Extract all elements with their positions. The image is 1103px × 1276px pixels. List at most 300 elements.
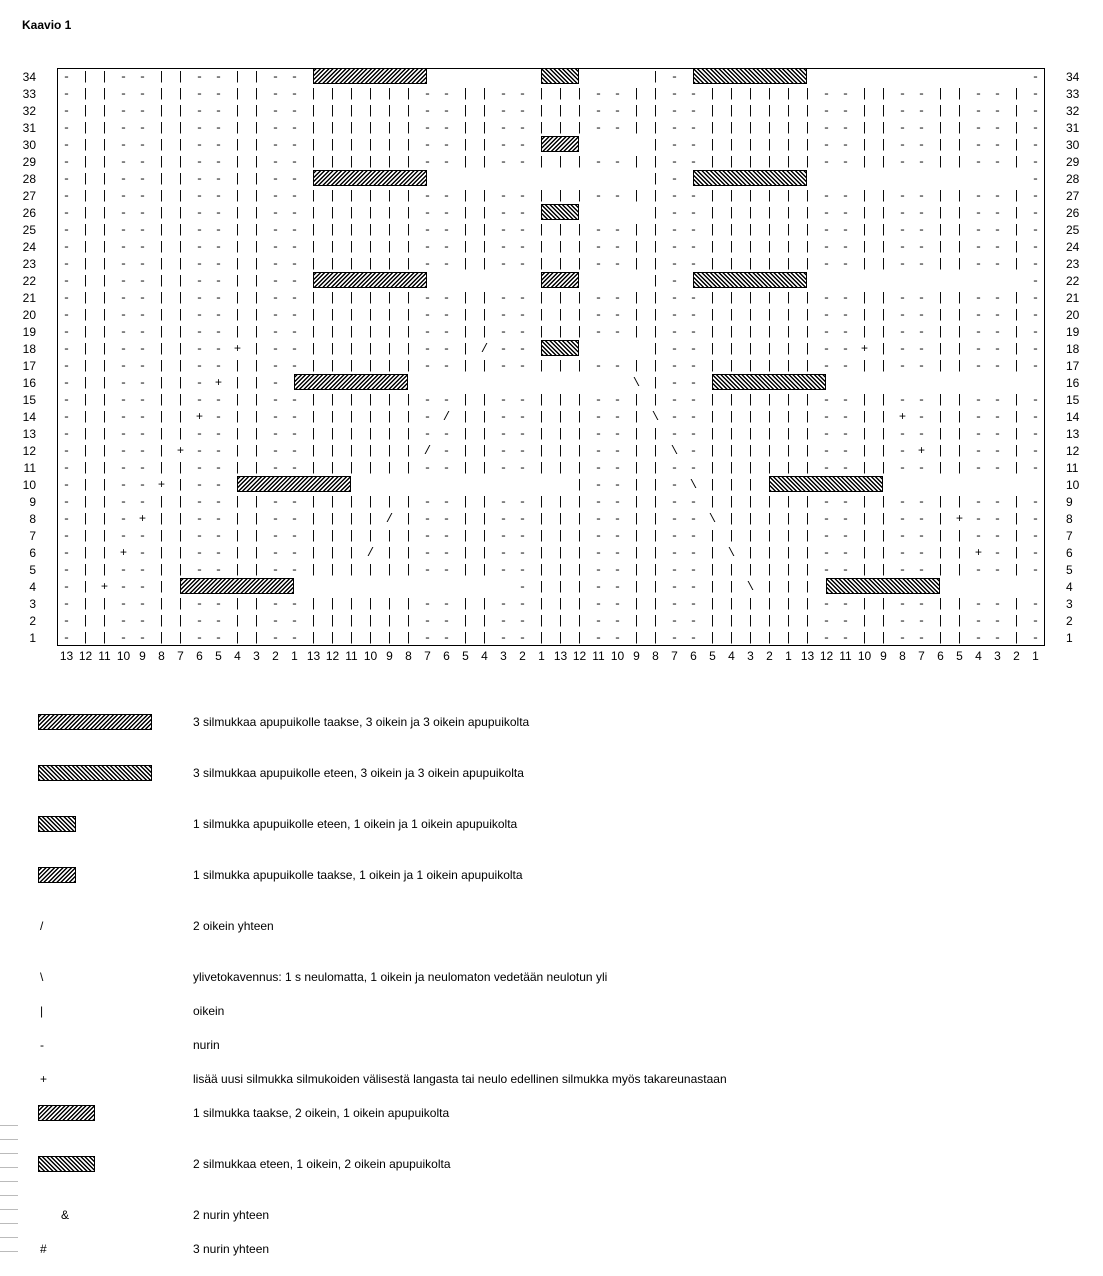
stitch-symbol: - (214, 614, 223, 628)
stitch-symbol: - (974, 325, 983, 339)
stitch-symbol: - (195, 172, 204, 186)
stitch-symbol: | (556, 240, 565, 254)
stitch-symbol: | (100, 223, 109, 237)
stitch-symbol: | (936, 257, 945, 271)
stitch-symbol: | (81, 546, 90, 560)
stitch-symbol: | (100, 563, 109, 577)
stitch-symbol: | (252, 138, 261, 152)
stitch-symbol: - (898, 342, 907, 356)
stitch-symbol: - (689, 240, 698, 254)
stitch-symbol: - (822, 359, 831, 373)
stitch-symbol: - (290, 529, 299, 543)
stitch-symbol: - (195, 257, 204, 271)
stitch-symbol: | (784, 597, 793, 611)
stitch-symbol: - (290, 257, 299, 271)
column-number: 4 (481, 649, 488, 663)
stitch-symbol: - (138, 155, 147, 169)
stitch-symbol: - (594, 410, 603, 424)
stitch-symbol: - (613, 478, 622, 492)
stitch-symbol: - (271, 240, 280, 254)
stitch-symbol: - (290, 291, 299, 305)
stitch-symbol: | (651, 189, 660, 203)
stitch-symbol: | (81, 291, 90, 305)
stitch-symbol: - (214, 427, 223, 441)
stitch-symbol: | (385, 546, 394, 560)
stitch-symbol: | (632, 359, 641, 373)
column-number: 6 (937, 649, 944, 663)
stitch-symbol: | (537, 461, 546, 475)
cable-mark (180, 578, 294, 594)
stitch-symbol: - (518, 121, 527, 135)
stitch-symbol: - (119, 529, 128, 543)
stitch-symbol: - (119, 291, 128, 305)
stitch-symbol: - (689, 393, 698, 407)
stitch-symbol: - (499, 87, 508, 101)
stitch-symbol: | (537, 410, 546, 424)
stitch-symbol: - (1031, 325, 1040, 339)
stitch-symbol: - (62, 393, 71, 407)
stitch-symbol: | (955, 155, 964, 169)
stitch-symbol: - (214, 87, 223, 101)
stitch-symbol: - (499, 325, 508, 339)
stitch-symbol: | (157, 546, 166, 560)
stitch-symbol: | (803, 121, 812, 135)
stitch-symbol: | (632, 240, 641, 254)
stitch-symbol: - (290, 410, 299, 424)
edge-tick (0, 1125, 18, 1126)
stitch-symbol: | (708, 104, 717, 118)
stitch-symbol: | (803, 410, 812, 424)
stitch-symbol: - (195, 155, 204, 169)
stitch-symbol: | (176, 410, 185, 424)
legend-cable-swatch (38, 1105, 95, 1121)
stitch-symbol: | (765, 257, 774, 271)
column-number: 8 (652, 649, 659, 663)
stitch-symbol: - (195, 359, 204, 373)
row-number-right: 34 (1066, 70, 1080, 84)
stitch-symbol: | (575, 359, 584, 373)
stitch-symbol: \ (632, 376, 641, 390)
stitch-symbol: - (290, 121, 299, 135)
stitch-symbol: - (594, 393, 603, 407)
stitch-symbol: - (442, 529, 451, 543)
stitch-symbol: - (993, 614, 1002, 628)
stitch-symbol: - (917, 546, 926, 560)
stitch-symbol: | (860, 308, 869, 322)
stitch-symbol: - (442, 121, 451, 135)
stitch-symbol: - (119, 580, 128, 594)
stitch-symbol: | (157, 631, 166, 645)
stitch-symbol: | (746, 359, 755, 373)
stitch-symbol: - (822, 614, 831, 628)
row-number-right: 12 (1066, 444, 1080, 458)
stitch-symbol: - (442, 427, 451, 441)
stitch-symbol: | (366, 342, 375, 356)
stitch-symbol: | (860, 87, 869, 101)
stitch-symbol: | (328, 529, 337, 543)
stitch-symbol: | (746, 342, 755, 356)
stitch-symbol: - (62, 223, 71, 237)
stitch-symbol: - (119, 461, 128, 475)
stitch-symbol: - (62, 580, 71, 594)
stitch-symbol: | (328, 189, 337, 203)
stitch-symbol: - (841, 206, 850, 220)
stitch-symbol: | (309, 393, 318, 407)
stitch-symbol: | (100, 427, 109, 441)
stitch-symbol: - (290, 240, 299, 254)
stitch-symbol: | (746, 614, 755, 628)
stitch-symbol: | (81, 104, 90, 118)
stitch-symbol: | (252, 104, 261, 118)
stitch-symbol: - (423, 104, 432, 118)
stitch-symbol: - (898, 444, 907, 458)
stitch-symbol: - (138, 580, 147, 594)
column-number: 3 (253, 649, 260, 663)
stitch-symbol: | (385, 563, 394, 577)
stitch-symbol: | (860, 155, 869, 169)
stitch-symbol: | (81, 529, 90, 543)
stitch-symbol: | (385, 138, 394, 152)
stitch-symbol: | (803, 359, 812, 373)
column-number: 3 (994, 649, 1001, 663)
stitch-symbol: | (100, 121, 109, 135)
stitch-symbol: | (955, 240, 964, 254)
stitch-symbol: | (860, 444, 869, 458)
stitch-symbol: | (385, 393, 394, 407)
stitch-symbol: | (784, 342, 793, 356)
legend-text: 3 silmukkaa apupuikolle eteen, 3 oikein ja 3 oikein apupuikolta (193, 766, 524, 780)
stitch-symbol: - (1031, 206, 1040, 220)
column-number: 1 (538, 649, 545, 663)
stitch-symbol: - (290, 631, 299, 645)
stitch-symbol: - (138, 189, 147, 203)
row-number-left: 8 (29, 512, 36, 526)
stitch-symbol: | (81, 495, 90, 509)
stitch-symbol: - (1031, 155, 1040, 169)
stitch-symbol: | (233, 206, 242, 220)
stitch-symbol: | (480, 529, 489, 543)
legend-symbol: \ (40, 970, 44, 984)
stitch-symbol: | (632, 580, 641, 594)
stitch-symbol: | (803, 529, 812, 543)
stitch-symbol: - (993, 206, 1002, 220)
stitch-symbol: | (651, 529, 660, 543)
stitch-symbol: - (195, 563, 204, 577)
stitch-symbol: | (252, 359, 261, 373)
stitch-symbol: | (784, 223, 793, 237)
stitch-symbol: | (632, 495, 641, 509)
stitch-symbol: - (271, 495, 280, 509)
stitch-symbol: | (100, 597, 109, 611)
stitch-symbol: - (898, 138, 907, 152)
stitch-symbol: | (252, 529, 261, 543)
row-number-right: 4 (1066, 580, 1073, 594)
stitch-symbol: - (214, 597, 223, 611)
stitch-symbol: | (651, 393, 660, 407)
stitch-symbol: | (746, 223, 755, 237)
stitch-symbol: - (214, 172, 223, 186)
stitch-symbol: | (784, 308, 793, 322)
stitch-symbol: - (62, 172, 71, 186)
stitch-symbol: | (480, 427, 489, 441)
stitch-symbol: - (613, 563, 622, 577)
stitch-symbol: | (233, 529, 242, 543)
stitch-symbol: | (708, 631, 717, 645)
stitch-symbol: - (290, 70, 299, 84)
stitch-symbol: | (157, 223, 166, 237)
stitch-symbol: - (195, 325, 204, 339)
stitch-symbol: | (860, 121, 869, 135)
stitch-symbol: - (271, 631, 280, 645)
stitch-symbol: | (556, 512, 565, 526)
stitch-symbol: | (366, 597, 375, 611)
stitch-symbol: | (746, 257, 755, 271)
stitch-symbol: - (613, 223, 622, 237)
stitch-symbol: | (176, 70, 185, 84)
row-number-left: 29 (22, 155, 36, 169)
stitch-symbol: | (879, 291, 888, 305)
stitch-symbol: - (214, 223, 223, 237)
stitch-symbol: | (480, 495, 489, 509)
stitch-symbol: | (461, 155, 470, 169)
row-number-right: 27 (1066, 189, 1080, 203)
stitch-symbol: | (461, 325, 470, 339)
stitch-symbol: | (81, 206, 90, 220)
legend-cable-swatch (38, 867, 76, 883)
stitch-symbol: - (499, 529, 508, 543)
stitch-symbol: | (385, 461, 394, 475)
stitch-symbol: - (689, 138, 698, 152)
stitch-symbol: | (1012, 410, 1021, 424)
stitch-symbol: | (879, 444, 888, 458)
stitch-symbol: - (974, 240, 983, 254)
stitch-symbol: - (689, 631, 698, 645)
stitch-symbol: | (100, 138, 109, 152)
stitch-symbol: | (385, 614, 394, 628)
row-number-left: 4 (29, 580, 36, 594)
stitch-symbol: | (81, 223, 90, 237)
stitch-symbol: | (879, 529, 888, 543)
stitch-symbol: | (100, 240, 109, 254)
stitch-symbol: | (100, 206, 109, 220)
stitch-symbol: - (214, 291, 223, 305)
stitch-symbol: - (214, 274, 223, 288)
column-number: 5 (462, 649, 469, 663)
stitch-symbol: | (385, 189, 394, 203)
stitch-symbol: - (290, 427, 299, 441)
stitch-symbol: | (1012, 512, 1021, 526)
stitch-symbol: - (594, 512, 603, 526)
stitch-symbol: | (936, 138, 945, 152)
legend-text: 1 silmukka apupuikolle taakse, 1 oikein ja 1 oikein apupuikolta (193, 868, 523, 882)
stitch-symbol: - (613, 546, 622, 560)
stitch-symbol: | (860, 291, 869, 305)
row-number-left: 16 (22, 376, 36, 390)
stitch-symbol: | (727, 223, 736, 237)
cable-mark (712, 374, 826, 390)
stitch-symbol: | (746, 138, 755, 152)
stitch-symbol: - (822, 546, 831, 560)
stitch-symbol: | (233, 427, 242, 441)
stitch-symbol: | (936, 291, 945, 305)
stitch-symbol: - (841, 240, 850, 254)
stitch-symbol: - (442, 308, 451, 322)
column-number: 9 (139, 649, 146, 663)
stitch-symbol: | (176, 274, 185, 288)
stitch-symbol: | (765, 87, 774, 101)
stitch-symbol: - (195, 70, 204, 84)
row-number-left: 5 (29, 563, 36, 577)
column-number: 9 (880, 649, 887, 663)
stitch-symbol: | (176, 308, 185, 322)
stitch-symbol: | (157, 461, 166, 475)
legend-cable-swatch (38, 816, 76, 832)
column-number: 5 (709, 649, 716, 663)
stitch-symbol: - (670, 223, 679, 237)
column-number: 2 (272, 649, 279, 663)
row-number-right: 8 (1066, 512, 1073, 526)
stitch-symbol: | (765, 580, 774, 594)
stitch-symbol: - (993, 138, 1002, 152)
stitch-symbol: | (746, 104, 755, 118)
stitch-symbol: | (860, 529, 869, 543)
stitch-symbol: - (195, 121, 204, 135)
stitch-symbol: | (233, 597, 242, 611)
stitch-symbol: | (157, 359, 166, 373)
stitch-symbol: - (423, 495, 432, 509)
stitch-symbol: - (442, 461, 451, 475)
stitch-symbol: | (784, 546, 793, 560)
stitch-symbol: - (442, 631, 451, 645)
stitch-symbol: - (993, 87, 1002, 101)
stitch-symbol: | (955, 121, 964, 135)
stitch-symbol: | (100, 478, 109, 492)
stitch-symbol: | (708, 223, 717, 237)
stitch-symbol: | (347, 155, 356, 169)
row-number-left: 31 (22, 121, 36, 135)
stitch-symbol: - (917, 206, 926, 220)
stitch-symbol: - (841, 121, 850, 135)
stitch-symbol: - (898, 461, 907, 475)
stitch-symbol: - (993, 155, 1002, 169)
stitch-symbol: | (309, 240, 318, 254)
stitch-symbol: | (746, 495, 755, 509)
stitch-symbol: - (670, 342, 679, 356)
stitch-symbol: | (157, 529, 166, 543)
stitch-symbol: | (81, 240, 90, 254)
stitch-symbol: | (81, 512, 90, 526)
stitch-symbol: | (955, 427, 964, 441)
stitch-symbol: | (461, 342, 470, 356)
stitch-symbol: - (613, 308, 622, 322)
stitch-symbol: | (347, 87, 356, 101)
stitch-symbol: | (537, 87, 546, 101)
stitch-symbol: | (309, 291, 318, 305)
stitch-symbol: | (879, 359, 888, 373)
stitch-symbol: | (803, 461, 812, 475)
row-number-right: 21 (1066, 291, 1080, 305)
stitch-symbol: \ (708, 512, 717, 526)
stitch-symbol: | (708, 563, 717, 577)
stitch-symbol: - (119, 563, 128, 577)
stitch-symbol: | (537, 359, 546, 373)
row-number-right: 26 (1066, 206, 1080, 220)
stitch-symbol: | (328, 597, 337, 611)
stitch-symbol: | (879, 240, 888, 254)
stitch-symbol: | (366, 359, 375, 373)
legend-symbol: - (40, 1038, 44, 1052)
stitch-symbol: - (499, 597, 508, 611)
stitch-symbol: - (62, 546, 71, 560)
stitch-symbol: | (328, 257, 337, 271)
stitch-symbol: - (841, 495, 850, 509)
stitch-symbol: | (784, 87, 793, 101)
stitch-symbol: | (746, 87, 755, 101)
stitch-symbol: - (1031, 138, 1040, 152)
stitch-symbol: | (480, 189, 489, 203)
stitch-symbol: | (651, 257, 660, 271)
stitch-symbol: | (404, 308, 413, 322)
stitch-symbol: | (347, 563, 356, 577)
stitch-symbol: | (651, 444, 660, 458)
stitch-symbol: | (309, 257, 318, 271)
stitch-symbol: | (252, 121, 261, 135)
stitch-symbol: - (670, 393, 679, 407)
stitch-symbol: | (708, 393, 717, 407)
stitch-symbol: - (670, 121, 679, 135)
stitch-symbol: | (765, 495, 774, 509)
stitch-symbol: | (936, 155, 945, 169)
stitch-symbol: - (423, 342, 432, 356)
stitch-symbol: | (252, 461, 261, 475)
edge-tick (0, 1223, 18, 1224)
stitch-symbol: - (119, 376, 128, 390)
stitch-symbol: | (157, 495, 166, 509)
stitch-symbol: - (1031, 189, 1040, 203)
stitch-symbol: | (81, 138, 90, 152)
stitch-symbol: | (746, 461, 755, 475)
stitch-symbol: - (214, 325, 223, 339)
stitch-symbol: - (974, 631, 983, 645)
stitch-symbol: - (670, 189, 679, 203)
stitch-symbol: | (347, 104, 356, 118)
row-number-left: 25 (22, 223, 36, 237)
stitch-symbol: | (784, 155, 793, 169)
stitch-symbol: - (499, 138, 508, 152)
stitch-symbol: - (290, 495, 299, 509)
stitch-symbol: - (214, 461, 223, 475)
stitch-symbol: \ (746, 580, 755, 594)
stitch-symbol: | (233, 325, 242, 339)
stitch-symbol: | (81, 257, 90, 271)
stitch-symbol: - (119, 172, 128, 186)
stitch-symbol: | (233, 240, 242, 254)
stitch-symbol: - (993, 427, 1002, 441)
stitch-symbol: - (689, 121, 698, 135)
stitch-symbol: | (879, 546, 888, 560)
stitch-symbol: - (974, 206, 983, 220)
stitch-symbol: - (518, 87, 527, 101)
stitch-symbol: | (575, 223, 584, 237)
stitch-symbol: - (594, 308, 603, 322)
stitch-symbol: - (442, 138, 451, 152)
stitch-symbol: | (556, 546, 565, 560)
stitch-symbol: | (936, 240, 945, 254)
stitch-symbol: - (290, 274, 299, 288)
stitch-symbol: - (613, 580, 622, 594)
stitch-symbol: - (499, 359, 508, 373)
stitch-symbol: | (347, 359, 356, 373)
